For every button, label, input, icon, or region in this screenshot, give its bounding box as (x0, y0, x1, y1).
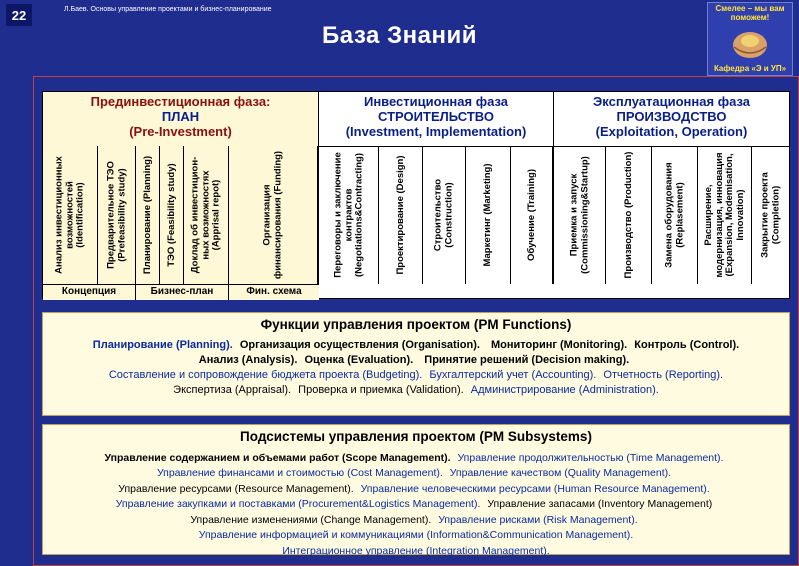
stage-design: Проектирование (Design) (379, 146, 423, 284)
stage-funding: Организация финансирования (Funding) (229, 146, 319, 284)
subsystems-line: Интеграционное управление (Integration Management). (282, 544, 550, 557)
slide-number: 22 (6, 4, 32, 26)
functions-line: Экспертиза (Appraisal). Проверка и приемка (Validation). Администрирование (Administration). (173, 384, 659, 396)
functions-line: Планирование (Planning). Организация осуществления (Organisation). Мониторинг (Monitoring). Контроль (Control). (92, 339, 740, 351)
stage-negotiations: Переговоры и заключение контрактов (Negotiations&Contracting) (319, 146, 379, 284)
functions-line: Составление и сопровождение бюджета проекта (Budgeting). Бухгалтерский учет (Accounting). Отчетность (Reporting). (108, 369, 724, 381)
stage-feasibility: ТЭО (Feasibility study) (160, 146, 184, 284)
stage-prefeasibility: Предварительное ТЭО (Prefeasibility study) (98, 146, 136, 284)
lifecycle-table (42, 91, 790, 299)
author-caption: Л.Баев. Основы управление проектами и бизнес-планирование (64, 6, 272, 13)
phase-pre-investment: Прединвестиционная фаза: ПЛАН (Pre-Investment) (43, 92, 319, 146)
stage-planning: Планирование (Planning) (136, 146, 160, 284)
pm-subsystems-box (42, 424, 790, 555)
stage-appraisal: Доклад об инвестицион-ных возможностях (Apprisal repot) (184, 146, 229, 284)
stage-identification: Анализ инвестиционных возможностей (Identification) (43, 146, 98, 284)
concept-row (43, 284, 319, 300)
subsystems-line: Управление содержанием и объемами работ (Scope Management). Управление продолжительностью (Time Management). (104, 451, 724, 464)
finance-scheme-cell: Фин. схема (246, 286, 302, 297)
stage-expansion: Расширение, модернизация, инновация (Expansion, Modemisation, Innovation) (698, 146, 752, 284)
logo-slogan: Смелее – мы вам поможем! (715, 4, 785, 22)
stage-construction: Строительство (Construction) (423, 146, 466, 284)
page-title: База Знаний (322, 22, 477, 49)
stage-production: Производство (Production) (606, 146, 652, 284)
stage-replacement: Замена оборудования (Replasement) (652, 146, 698, 284)
stage-training: Обучение (Training) (511, 146, 554, 284)
department-logo (707, 2, 793, 76)
stage-completion: Закрытие проекта (Completion) (759, 172, 781, 258)
subsystems-line: Управление изменениями (Change Management). Управление рисками (Risk Management). (190, 513, 638, 526)
business-plan-cell: Бизнес-план (136, 285, 229, 300)
phase-investment: Инвестиционная фаза СТРОИТЕЛЬСТВО (Investment, Implementation) (319, 92, 554, 146)
pm-functions-box (42, 312, 790, 416)
subsystems-heading: Подсистемы управления проектом (PM Subsystems) (240, 429, 592, 444)
concept-cell: Концепция (43, 285, 136, 300)
stage-marketing: Маркетинг (Marketing) (466, 146, 511, 284)
phase-operation: Эксплуатационная фаза ПРОИЗВОДСТВО (Exploitation, Operation) (554, 92, 789, 146)
hands-icon (730, 23, 770, 61)
subsystems-line: Управление закупками и поставками (Procurement&Logistics Management). Управление запасами (Inventory Management) (115, 498, 713, 510)
stage-commissioning: Приемка и запуск (Commissioning&Startup) (554, 146, 606, 284)
functions-line: Анализ (Analysis). Оценка (Evaluation). Принятие решений (Decision making). (198, 354, 630, 366)
functions-heading: Функции управления проектом (PM Functions) (260, 317, 572, 332)
subsystems-line: Управление информацией и коммуникациями (Information&Communication Management). (198, 529, 634, 541)
logo-department: Кафедра «Э и УП» (713, 64, 787, 73)
subsystems-line: Управление ресурсами (Resource Management). Управление человеческими ресурсами (Human Resource Management). (118, 482, 710, 495)
subsystems-line: Управление финансами и стоимостью (Cost Management). Управление качеством (Quality Management). (156, 467, 672, 479)
